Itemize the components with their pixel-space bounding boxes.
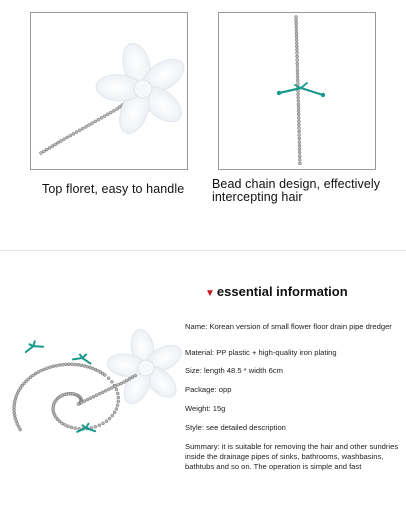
spec-style: Style: see detailed description bbox=[185, 423, 286, 432]
spec-weight: Weight: 15g bbox=[185, 404, 226, 413]
spec-size: Size: length 48.5 * width 6cm bbox=[185, 366, 283, 375]
flower-top bbox=[95, 40, 187, 137]
section-divider bbox=[0, 250, 406, 251]
product-photo-bead-chain bbox=[218, 12, 376, 170]
hair-clip-barb bbox=[23, 339, 95, 432]
spec-package: Package: opp bbox=[185, 385, 232, 394]
spec-name: Name: Korean version of small flower floor drain pipe dredger bbox=[185, 322, 392, 331]
product-photo-full bbox=[4, 312, 184, 507]
product-photo-floret bbox=[30, 12, 188, 170]
triangle-marker-icon: ▼ bbox=[205, 288, 215, 299]
hair-clip-barb bbox=[23, 339, 43, 353]
floret-illustration bbox=[31, 13, 187, 169]
full-product-illustration bbox=[4, 312, 184, 502]
hair-clip-barb bbox=[73, 353, 92, 364]
spec-summary: Summary: it is suitable for removing the hair and other sundries inside the drainage pipes of sinks, bathrooms, washbasins, bathtubs and so on. The operation is simple and fast bbox=[185, 442, 399, 471]
section-title bbox=[205, 284, 348, 299]
bead-chain-illustration bbox=[219, 13, 375, 169]
caption-bead-chain: Bead chain design, effectively intercepting hair bbox=[212, 177, 381, 204]
spec-material: Material: PP plastic + high-quality iron plating bbox=[185, 348, 337, 357]
bead-chain bbox=[40, 98, 132, 155]
section-title-text: essential information bbox=[216, 284, 348, 299]
caption-floret: Top floret, easy to handle bbox=[42, 182, 185, 196]
hair-clip-barb bbox=[277, 83, 325, 97]
